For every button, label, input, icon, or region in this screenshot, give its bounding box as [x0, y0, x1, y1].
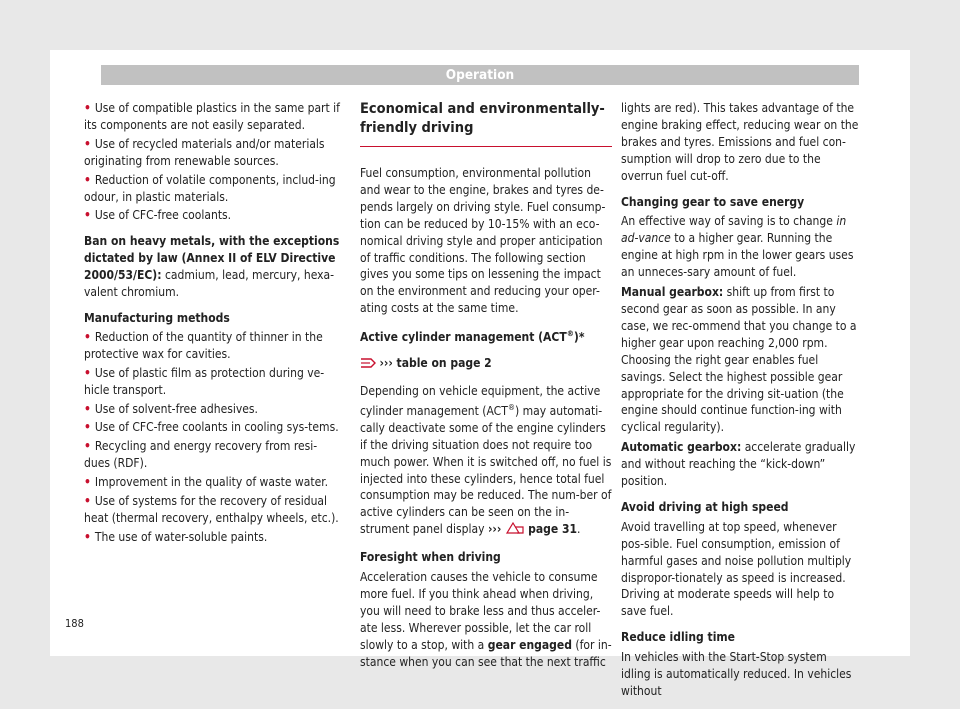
- heavy-metals-text: cadmium, lead, mercury, hexa-valent chromium.: [84, 268, 335, 300]
- page-reference-arrows[interactable]: ›››: [487, 522, 502, 537]
- column-right: [621, 100, 859, 709]
- bullet-text: Use of systems for the recovery of residual heat (thermal recovery, enthalpy wheels, etc.).: [84, 494, 339, 525]
- foresight-body-1: Acceleration causes the vehicle to consume more fuel. If you think ahead when driving, you will need to brake less and thus acceler-ate less. Wherever possible, let the car roll slowly to a stop, with a: [360, 570, 601, 652]
- act-heading-text: Active cylinder management (ACT: [360, 330, 567, 345]
- act-body-2: ) may automati-cally deactivate some of the engine cylinders if the driving situation does not require too much power. When it is switched off, no fuel is injected into these cylinders, hence total fuel consumption may be reduced. The num-ber of active cylinders can be seen on the in-strument panel display: [360, 403, 612, 537]
- bullet-text: Use of plastic film as protection during ve-hicle transport.: [84, 365, 325, 397]
- automatic-gearbox-text: accelerate gradually and without reaching the “kick-down” position.: [621, 440, 856, 489]
- bullet-text: Use of compatible plastics in the same part if its components are not easily separated.: [84, 101, 340, 132]
- gear-body-2: to a higher gear. Running the engine at high rpm in the lower gears uses an unneces-sary amount of fuel.: [621, 231, 854, 280]
- section-title: [360, 100, 612, 147]
- heavy-metals-paragraph: [84, 233, 341, 301]
- foresight-bold: gear engaged: [487, 637, 572, 652]
- bullet-icon: •: [84, 475, 91, 490]
- page-reference-link[interactable]: page 31: [528, 522, 578, 537]
- heavy-metals-label: Ban on heavy metals, with the exceptions dictated by law (Annex II of ELV Directive 2000/53/EC):: [84, 234, 340, 283]
- bullet-item: [84, 136, 341, 170]
- bullet-icon: •: [84, 172, 91, 187]
- gear-italic: in ad-vance: [621, 214, 847, 246]
- bullet-icon: •: [84, 136, 91, 151]
- gear-body-1: An effective way of saving is to change: [621, 214, 837, 229]
- idle-heading: Reduce idling time: [621, 630, 735, 645]
- act-body-1: Depending on vehicle equipment, the active cylinder management (ACT: [360, 383, 601, 418]
- section-title-line1: Economical and environmentally-: [360, 101, 605, 117]
- bullet-item: [84, 172, 341, 206]
- bullet-text: Use of recycled materials and/or materials originating from renewable sources.: [84, 136, 325, 168]
- bullet-text: Recycling and energy recovery from resi-dues (RDF).: [84, 439, 318, 471]
- bullet-icon: •: [84, 420, 91, 435]
- continued-paragraph: lights are red). This takes advantage of the engine braking effect, reducing wear on the brakes and tyres. Emissions and fuel con-sumption will drop to zero due to the overrun fuel cut-off.: [621, 101, 859, 183]
- note-arrow-icon: [360, 357, 376, 374]
- foresight-body-2: (for in-stance when you can see that the next traffic: [360, 637, 612, 669]
- bullet-text: Reduction of the quantity of thinner in the protective wax for cavities.: [84, 329, 323, 361]
- idle-paragraph: In vehicles with the Start-Stop system idling is automatically reduced. In vehicles without: [621, 650, 852, 698]
- bullet-text: Use of CFC-free coolants.: [94, 208, 232, 223]
- bullet-item: [84, 207, 341, 224]
- table-reference[interactable]: [360, 355, 612, 374]
- speed-paragraph: Avoid travelling at top speed, whenever pos-sible. Fuel consumption, emission of harmful gases and noise pollution multiply dispropor-tionately as speed is increased. Driving at moderate speeds will help to save fuel.: [621, 519, 852, 619]
- act-heading-end: )*: [573, 330, 585, 345]
- bullet-item: [84, 529, 341, 546]
- bullet-item: [84, 329, 341, 363]
- bullet-item: [84, 401, 341, 418]
- section-title-line2: friendly driving: [360, 120, 474, 136]
- manufacturing-heading: Manufacturing methods: [84, 310, 230, 325]
- page: [50, 50, 910, 698]
- column-left: [84, 100, 341, 548]
- gear-paragraph: [621, 213, 859, 281]
- bullet-item: [84, 493, 341, 527]
- act-body-sup: ®: [507, 402, 516, 412]
- bullet-icon: •: [84, 329, 91, 344]
- foresight-heading: Foresight when driving: [360, 550, 501, 565]
- manual-gearbox-text: shift up from first to second gear as soon as possible. In any case, we rec-ommend that you change to a higher gear upon reaching 2,000 rpm. Choosing the right gear enables fuel savings. Select the highest possible gear appropriate for the driving sit-uation (the engine should continue function-ing with cyclical regularity).: [621, 285, 857, 435]
- bullet-icon: •: [84, 494, 91, 509]
- bullet-item: [84, 419, 341, 436]
- bullet-icon: •: [84, 365, 91, 380]
- column-middle: [360, 100, 612, 679]
- gear-heading: Changing gear to save energy: [621, 194, 805, 209]
- bullet-icon: •: [84, 439, 91, 454]
- bullet-icon: •: [84, 401, 91, 416]
- automatic-gearbox-paragraph: [621, 439, 859, 490]
- act-heading-sup: ®: [566, 329, 574, 339]
- bullet-icon: •: [84, 208, 91, 223]
- bullet-item: [84, 474, 341, 491]
- bullet-list-manufacturing: [84, 329, 341, 546]
- automatic-gearbox-label: Automatic gearbox:: [621, 440, 742, 455]
- bullet-item: [84, 100, 341, 134]
- table-reference-link[interactable]: ››› table on page 2: [379, 356, 492, 371]
- bullet-text: Use of CFC-free coolants in cooling sys-tems.: [94, 420, 339, 435]
- bullet-item: [84, 438, 341, 472]
- display-warning-icon: [505, 521, 525, 540]
- act-heading: [360, 326, 612, 346]
- intro-paragraph: Fuel consumption, environmental pollution and wear to the engine, brakes and tyres de-pends largely on driving style. Fuel consump-tion can be reduced by 10-15% with an eco-nomical driving style and proper anticipation of traffic conditions. The following section gives you some tips on lessening the impact on the environment and reducing your oper-ating costs at the same time.: [360, 166, 606, 316]
- manual-gearbox-paragraph: [621, 284, 859, 436]
- bullet-text: Reduction of volatile components, includ-ing odour, in plastic materials.: [84, 172, 336, 204]
- speed-heading: Avoid driving at high speed: [621, 499, 789, 514]
- bullet-text: Use of solvent-free adhesives.: [94, 401, 258, 416]
- bullet-icon: •: [84, 529, 91, 544]
- bullet-text: Improvement in the quality of waste water.: [94, 475, 328, 490]
- act-paragraph: [360, 383, 612, 540]
- bullet-text: The use of water-soluble paints.: [94, 529, 268, 544]
- act-body-end: .: [577, 522, 581, 537]
- section-header: Operation: [101, 65, 859, 85]
- bullet-item: [84, 365, 341, 399]
- bullet-icon: •: [84, 101, 91, 115]
- manual-gearbox-label: Manual gearbox:: [621, 285, 724, 300]
- foresight-paragraph: [360, 569, 612, 670]
- bullet-list-plastics: [84, 100, 341, 224]
- page-number: 188: [65, 617, 84, 630]
